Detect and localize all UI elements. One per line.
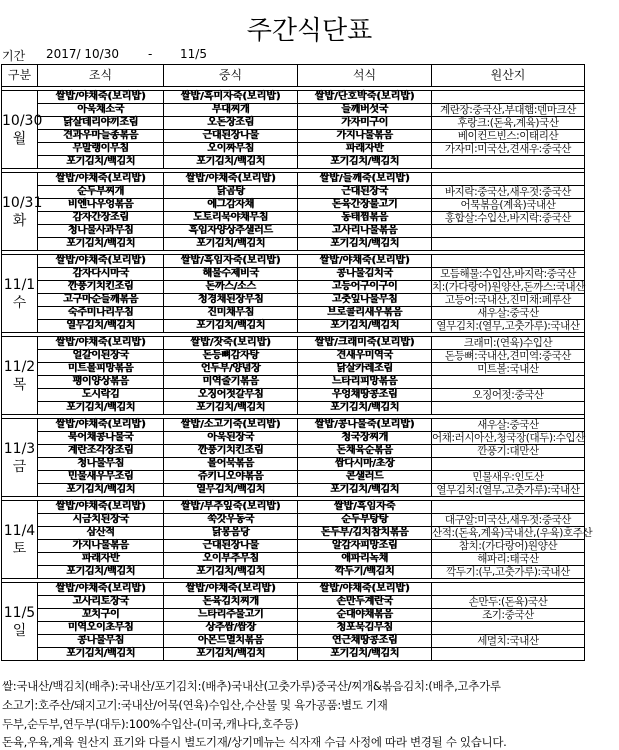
origin-cell: 조기:중국산 — [432, 609, 585, 622]
table-row — [2, 514, 585, 527]
dinner-cell: 포기김치/백김치 — [298, 320, 432, 333]
day-date: 11/1 — [3, 276, 36, 293]
origin-cell: 홍합살:수입산,바지락:중국산 — [432, 212, 585, 225]
table-row — [2, 376, 585, 389]
day-label — [2, 255, 38, 333]
day-label — [2, 91, 43, 169]
origin-cell: 오징어젓:중국산 — [432, 389, 585, 402]
dinner-cell: 돈채육순볶음 — [298, 445, 432, 458]
lunch-cell: 닭곰탕 — [164, 186, 298, 199]
dinner-cell: 근대된장국 — [298, 186, 432, 199]
dinner-cell: 쌀밥/크래미죽(보리밥) — [298, 337, 432, 350]
origin-cell: 새우살:중국산 — [432, 419, 585, 432]
lunch-cell: 쌀밥/부추잎죽(보리밥) — [164, 501, 298, 514]
lunch-cell: 돈육김치찌개 — [164, 596, 298, 609]
origin-cell: 산적:(돈육,계육)국내산,(우육)호주산 — [432, 527, 593, 539]
day-label — [2, 501, 38, 579]
breakfast-cell: 청나물무침 — [38, 458, 164, 471]
breakfast-cell: 민물새우무조림 — [38, 471, 164, 484]
dinner-cell: 쌀밥/야채죽(보리밥) — [298, 255, 432, 268]
breakfast-cell: 견과우마늘종볶음 — [38, 130, 164, 143]
dinner-cell: 쌀밥/야채죽(보리밥) — [298, 583, 432, 596]
breakfast-cell: 포기김치/백김치 — [38, 566, 164, 579]
table-row — [2, 458, 585, 471]
day-weekday: 수 — [12, 294, 27, 311]
lunch-cell: 에그감자채 — [164, 199, 298, 212]
lunch-cell: 오이짜무침 — [164, 143, 298, 156]
breakfast-cell: 아욱채소국 — [38, 104, 164, 117]
table-row — [2, 104, 585, 117]
table-row — [2, 596, 585, 609]
origin-cell: 열무김치:(열무,고춧가루):국내산 — [432, 320, 585, 333]
breakfast-cell: 꼬치구이 — [38, 609, 164, 622]
breakfast-cell: 숙주미나리무침 — [38, 307, 164, 320]
header-row — [2, 65, 585, 87]
table-row — [2, 255, 585, 268]
table-row — [2, 419, 585, 432]
day-label — [2, 173, 43, 251]
day-weekday: 화 — [12, 212, 27, 229]
breakfast-cell: 고구마순들깨볶음 — [38, 294, 164, 307]
breakfast-cell: 삼산적 — [38, 527, 164, 540]
dinner-cell: 가지나물볶음 — [298, 130, 432, 143]
origin-cell — [432, 402, 585, 415]
day-date: 11/3 — [3, 440, 36, 457]
dinner-cell: 연근채땅콩조림 — [298, 635, 432, 648]
table-row — [2, 484, 585, 497]
lunch-cell: 부대찌개 — [164, 104, 298, 117]
breakfast-cell: 순두부찌개 — [38, 186, 164, 199]
breakfast-cell: 포기김치/백김치 — [38, 484, 164, 497]
table-row — [2, 199, 585, 212]
lunch-cell: 포기김치/백김치 — [164, 320, 298, 333]
origin-cell: 어채:러시아산,청국장(대두):수입산 — [432, 432, 586, 444]
breakfast-cell: 비엔나우엉볶음 — [38, 199, 164, 212]
day-weekday: 월 — [12, 130, 27, 147]
header-origin: 원산지 — [432, 65, 585, 87]
breakfast-cell: 도시락김 — [38, 389, 164, 402]
origin-cell — [432, 173, 585, 186]
breakfast-cell: 포기김치/백김치 — [38, 156, 164, 169]
dinner-cell: 견새우미역국 — [298, 350, 432, 363]
breakfast-cell: 쌀밥/야채죽(보리밥) — [38, 419, 164, 432]
dinner-cell: 순대야채볶음 — [298, 609, 432, 622]
dinner-cell: 우엉채땅콩조림 — [298, 389, 432, 402]
dinner-cell: 애파리녹채 — [298, 553, 432, 566]
origin-cell: 깐풍기:대만산 — [432, 445, 585, 458]
dinner-cell: 쌀밥/흑임자죽 — [298, 501, 432, 514]
origin-cell: 계란장:중국산,부대햄:덴마크산 — [432, 104, 585, 117]
breakfast-cell: 콩나물무침 — [38, 635, 164, 648]
origin-cell: 모듬해물:수입산,바지락:중국산 — [432, 268, 585, 281]
lunch-cell: 닭봉음당 — [164, 527, 298, 540]
origin-cell — [432, 376, 585, 389]
lunch-cell: 쌀밥/잣죽(보리밥) — [164, 337, 298, 350]
lunch-cell: 느타리주물고기 — [164, 609, 298, 622]
table-row — [2, 156, 585, 169]
lunch-cell: 아몬드멸치볶음 — [164, 635, 298, 648]
origin-cell: 세멸치:국내산 — [432, 635, 585, 648]
dinner-cell: 고사리나물볶음 — [298, 225, 432, 238]
origin-cell: 가자미:미국산,견새우:중국산 — [432, 143, 585, 156]
origin-cell: 크래미:(연육)수입산 — [432, 337, 585, 350]
breakfast-cell: 쌀밥/야채죽(보리밥) — [38, 91, 164, 104]
dinner-cell: 순두부탕탕 — [298, 514, 432, 527]
breakfast-cell: 열무김치/백김치 — [38, 320, 164, 333]
origin-cell — [432, 583, 585, 596]
breakfast-cell: 가지나물볶음 — [38, 540, 164, 553]
lunch-cell: 미역줄기볶음 — [164, 376, 298, 389]
dinner-cell: 고등어구이구이 — [298, 281, 432, 294]
table-row — [2, 350, 585, 363]
table-row — [2, 622, 585, 635]
period-start: 2017/ 10/30 — [46, 47, 119, 61]
dinner-cell: 쌀밥/콩나물죽(보리밥) — [298, 419, 432, 432]
table-row — [2, 648, 585, 661]
dinner-cell: 포기김치/백김치 — [298, 156, 432, 169]
breakfast-cell: 고사리토장국 — [38, 596, 164, 609]
dinner-cell: 들깨버섯국 — [298, 104, 432, 117]
lunch-cell: 흑임자양상추샐러드 — [164, 225, 298, 238]
origin-cell: 민물새우:인도산 — [432, 471, 585, 484]
lunch-cell: 쑥갓우동국 — [164, 514, 298, 527]
lunch-cell: 상추쌈/쌈장 — [164, 622, 298, 635]
lunch-cell: 오돈장조림 — [164, 117, 298, 130]
lunch-cell: 열무김치/백김치 — [164, 484, 298, 497]
table-row — [2, 281, 585, 294]
breakfast-cell: 미역오이초무침 — [38, 622, 164, 635]
origin-cell: 미트볼:국내산 — [432, 363, 585, 376]
dinner-cell: 포기김치/백김치 — [298, 484, 432, 497]
table-row — [2, 294, 585, 307]
dinner-cell: 청포묵김무침 — [298, 622, 432, 635]
table-row — [2, 363, 585, 376]
footer-line-4: 돈육,우육,계육 원산지 표기와 다를시 별도기재/상기메뉴는 식자재 수급 사정에 따라 변경될 수 있습니다. — [2, 735, 507, 749]
table-row — [2, 268, 585, 281]
breakfast-cell: 쌀밥/야채죽(보리밥) — [38, 583, 164, 596]
origin-cell — [432, 238, 585, 251]
lunch-cell: 도토리묵야채무침 — [164, 212, 298, 225]
dinner-cell: 포기김치/백김치 — [298, 238, 432, 251]
day-date: 10/31 — [2, 194, 43, 211]
footer-line-3: 두부,순두부,연두부(대두):100%수입산-(미국,캐나다,호주등) — [2, 717, 299, 731]
lunch-cell: 아욱된장국 — [164, 432, 298, 445]
table-row — [2, 402, 585, 415]
table-row — [2, 609, 585, 622]
table-row — [2, 186, 585, 199]
table-row — [2, 91, 585, 104]
day-date: 10/30 — [2, 112, 43, 129]
breakfast-cell: 감자간장조림 — [38, 212, 164, 225]
breakfast-cell: 포기김치/백김치 — [38, 648, 164, 661]
day-label — [2, 583, 38, 661]
table-row — [2, 553, 585, 566]
table-row — [2, 130, 585, 143]
origin-cell: 돈등뼈:국내산,견미역:중국산 — [432, 350, 585, 363]
origin-cell: 치:(가다랑어)원양산,돈까스:국내산 — [432, 281, 586, 293]
dinner-cell: 쌀밥/단호박죽(보리밥) — [298, 91, 432, 104]
lunch-cell: 언두부/양념장 — [164, 363, 298, 376]
lunch-cell: 진미채무침 — [164, 307, 298, 320]
breakfast-cell: 미트볼피망볶음 — [38, 363, 164, 376]
table-row — [2, 635, 585, 648]
breakfast-cell: 포기김치/백김치 — [38, 402, 164, 415]
breakfast-cell: 깐풍기치킨조림 — [38, 281, 164, 294]
origin-cell: 해파리:태국산 — [432, 553, 585, 566]
dinner-cell: 파래자반 — [298, 143, 432, 156]
origin-cell: 열무김치:(열무,고춧가루):국내산 — [432, 484, 585, 497]
day-weekday: 일 — [12, 622, 27, 639]
period-label: 기간 — [2, 49, 26, 63]
lunch-cell: 돈등뼈감자탕 — [164, 350, 298, 363]
dinner-cell: 깍두기/백김치 — [298, 566, 432, 579]
origin-cell: 베이컨드빈스:이태리산 — [432, 130, 585, 143]
header-lunch: 중식 — [164, 65, 298, 87]
lunch-cell: 볼어묵볶음 — [164, 458, 298, 471]
day-date: 11/5 — [3, 604, 36, 621]
dinner-cell: 브로콜리새우볶음 — [298, 307, 432, 320]
origin-cell: 참치:(가다랑어)원양산 — [432, 540, 585, 553]
table-row — [2, 389, 585, 402]
table-row — [2, 566, 585, 579]
lunch-cell: 쌀밥/야채죽(보리밥) — [164, 173, 298, 186]
lunch-cell: 포기김치/백김치 — [164, 566, 298, 579]
origin-cell — [432, 225, 585, 238]
breakfast-cell: 청나물사과무침 — [38, 225, 164, 238]
breakfast-cell: 포기김치/백김치 — [38, 238, 164, 251]
dinner-cell: 청국장찌개 — [298, 432, 432, 445]
dinner-cell: 포기김치/백김치 — [298, 402, 432, 415]
dinner-cell: 느타리피망볶음 — [298, 376, 432, 389]
breakfast-cell: 감자다시마국 — [38, 268, 164, 281]
origin-cell: 고등어:국내산,진미채:페루산 — [432, 294, 585, 307]
table-row — [2, 143, 585, 156]
dinner-cell: 콘샐러드 — [298, 471, 432, 484]
origin-cell — [432, 156, 585, 169]
breakfast-cell: 쌀밥/야채죽(보리밥) — [38, 501, 164, 514]
lunch-cell: 포기김치/백김치 — [164, 238, 298, 251]
lunch-cell: 오징어젓갈무침 — [164, 389, 298, 402]
breakfast-cell: 쌀밥/야채죽(보리밥) — [38, 255, 164, 268]
lunch-cell: 쥬키니오야볶음 — [164, 471, 298, 484]
table-row — [2, 583, 585, 596]
origin-cell — [432, 255, 585, 268]
lunch-cell: 쌀밥/흑미자죽(보리밥) — [164, 91, 298, 104]
table-row — [2, 117, 585, 130]
origin-cell — [432, 458, 585, 471]
dinner-cell: 쌀밥/들깨죽(보리밥) — [298, 173, 432, 186]
dinner-cell: 콩나물김치국 — [298, 268, 432, 281]
origin-cell: 새우살:중국산 — [432, 307, 585, 320]
day-weekday: 금 — [12, 458, 27, 475]
day-date: 11/4 — [3, 522, 36, 539]
table-row — [2, 307, 585, 320]
dinner-cell: 알감자피망조림 — [298, 540, 432, 553]
dinner-cell: 돈육간장불고기 — [298, 199, 432, 212]
lunch-cell: 포기김치/백김치 — [164, 648, 298, 661]
lunch-cell: 쌀밥/소고기죽(보리밥) — [164, 419, 298, 432]
origin-cell — [432, 91, 585, 104]
dinner-cell: 돈두부/김치참치볶음 — [298, 527, 432, 540]
origin-cell: 깍두기:(무,고춧가루):국내산 — [432, 566, 585, 579]
table-row — [2, 501, 585, 514]
breakfast-cell: 얼갈이된장국 — [38, 350, 164, 363]
lunch-cell: 돈까스/소스 — [164, 281, 298, 294]
day-weekday: 토 — [12, 540, 27, 557]
dinner-cell: 닭살카레조림 — [298, 363, 432, 376]
origin-cell — [432, 648, 585, 661]
lunch-cell: 해물수제비국 — [164, 268, 298, 281]
origin-cell: 바지락:중국산,새우젓:중국산 — [432, 186, 585, 199]
table-row — [2, 225, 585, 238]
lunch-cell: 근대된장나물 — [164, 130, 298, 143]
header-breakfast: 조식 — [38, 65, 164, 87]
dinner-cell: 포기김치/백김치 — [298, 648, 432, 661]
period-end: 11/5 — [180, 47, 207, 61]
breakfast-cell: 팽이양상볶음 — [38, 376, 164, 389]
table-row — [2, 212, 585, 225]
day-weekday: 목 — [12, 376, 27, 393]
header-dinner: 석식 — [298, 65, 432, 87]
table-row — [2, 320, 585, 333]
table-row — [2, 471, 585, 484]
breakfast-cell: 북어채콩나물국 — [38, 432, 164, 445]
table-row — [2, 337, 585, 350]
lunch-cell: 청경채된장무침 — [164, 294, 298, 307]
day-label — [2, 419, 38, 497]
day-date: 11/2 — [3, 358, 36, 375]
table-row — [2, 432, 585, 445]
table-row — [2, 238, 585, 251]
table-row — [2, 540, 585, 553]
lunch-cell: 깐풍기치킨조림 — [164, 445, 298, 458]
breakfast-cell: 쌀밥/야채죽(보리밥) — [38, 337, 164, 350]
dinner-cell: 고춧잎나물무침 — [298, 294, 432, 307]
dinner-cell: 쌈다시마/초장 — [298, 458, 432, 471]
origin-cell — [432, 622, 585, 635]
dinner-cell: 가자미구이 — [298, 117, 432, 130]
origin-cell — [432, 501, 585, 514]
header-category: 구분 — [2, 65, 38, 87]
day-label — [2, 337, 38, 415]
table-row — [2, 445, 585, 458]
breakfast-cell: 계란조각장조림 — [38, 445, 164, 458]
lunch-cell: 포기김치/백김치 — [164, 156, 298, 169]
breakfast-cell: 무말랭이무침 — [38, 143, 164, 156]
origin-cell: 어묵볶음(계육)국내산 — [432, 199, 585, 212]
footer-line-2: 소고기:호주산/돼지고기:국내산/어묵(연육)수입산,수산물 및 육가공품:별도 기재 — [2, 698, 388, 712]
origin-cell: 손만두:(돈육)국산 — [432, 596, 585, 609]
origin-cell: 대구알:미국산,새우젓:중국산 — [432, 514, 585, 527]
table-row — [2, 173, 585, 186]
page-title: 주간식단표 — [246, 16, 373, 46]
breakfast-cell: 파래자반 — [38, 553, 164, 566]
table-row — [2, 527, 585, 540]
dinner-cell: 동태찜볶음 — [298, 212, 432, 225]
breakfast-cell: 시금치된장국 — [38, 514, 164, 527]
dinner-cell: 손만두계란국 — [298, 596, 432, 609]
footer-line-1: 쌀:국내산/백김치(배추):국내산/포기김치:(배추)국내산(고춧가루)중국산/찌개&볶음김치:(배추,고추가루 — [2, 679, 501, 693]
breakfast-cell: 쌀밥/야채죽(보리밥) — [38, 173, 164, 186]
lunch-cell: 포기김치/백김치 — [164, 402, 298, 415]
weekly-menu-table — [1, 64, 593, 661]
breakfast-cell: 닭살데리야끼조림 — [38, 117, 164, 130]
origin-cell: 후랑크:(돈육,계육)국산 — [432, 117, 585, 130]
lunch-cell: 근대된장나물 — [164, 540, 298, 553]
lunch-cell: 쌀밥/야채죽(보리밥) — [164, 583, 298, 596]
period-dash: - — [148, 47, 153, 61]
lunch-cell: 오이부추무침 — [164, 553, 298, 566]
lunch-cell: 쌀밥/흑임자죽(보리밥) — [164, 255, 298, 268]
